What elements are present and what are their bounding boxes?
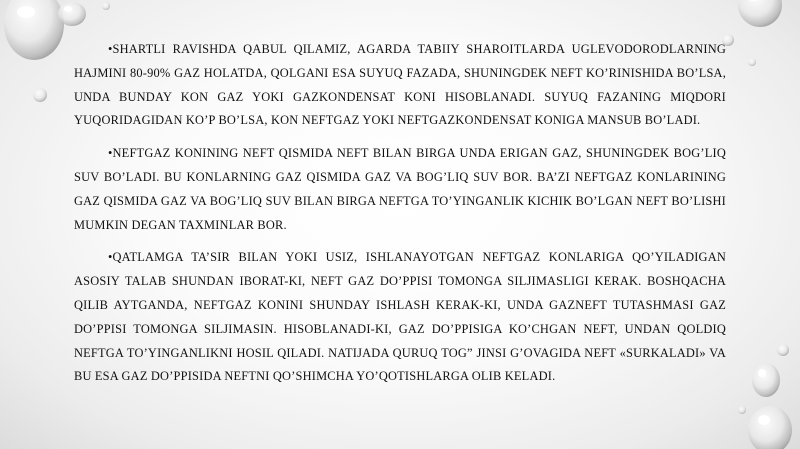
paragraph-1: •SHARTLI RAVISHDA QABUL QILAMIZ, AGARDA TABIIY SHAROITLARDA UGLEVODORODLARNING HAJMINI 80-90% GAZ HOLATDA, QOLGANI ESA SUYUQ FAZADA, SHUNINGDEK NEFT KO’RINISHIDA BO’LSA, UNDA BUNDAY KON GAZ YOKI GAZKONDENSAT KONI HISOBLANADI. SUYUQ FAZANING MIQDORI YUQORIDAGIDAN KO’P BO’LSA, KON NEFTGAZ YOKI NEFTGAZKONDENSAT KONIGA MANSUB BO’LADI.: [74, 42, 726, 128]
drop-top-left-medium: [58, 2, 86, 26]
drop-right-small: [777, 344, 789, 356]
drop-left-tiny: [102, 2, 110, 10]
slide-body: [74, 38, 726, 398]
drop-top-left-large: [4, 0, 64, 60]
paragraph-2: •NEFTGAZ KONINING NEFT QISMIDA NEFT BILAN BIRGA UNDA ERIGAN GAZ, SHUNINGDEK BOG’LIQ SUV BO’LADI. BU KONLARNING GAZ QISMIDA GAZ VA BOG’LIQ SUV BOR. BA’ZI NEFTGAZ KONLARINING GAZ QISMIDA GAZ VA BOG’LIQ SUV BILAN BIRGA NEFTGA TO’YINGANLIK KICHIK BO’LGAN NEFT BO’LISHI MUMKIN DEGAN TAXMINLAR BOR.: [74, 146, 726, 232]
drop-right-middle: [752, 363, 780, 397]
drop-right-upper-tiny: [748, 58, 756, 66]
drop-left-small: [33, 88, 47, 102]
drop-top-right: [738, 0, 782, 27]
drop-bottom-right-large: [748, 406, 792, 449]
paragraph-3: •QATLAMGA TA’SIR BILAN YOKI USIZ, ISHLANAYOTGAN NEFTGAZ KONLARIGA QO’YILADIGAN ASOSIY TALAB SHUNDAN IBORAT-KI, NEFT GAZ DO’PPISI TOMONGA SILJIMASLIGI KERAK. BOSHQACHA QILIB AYTGANDA, NEFTGAZ KONINI SHUNDAY ISHLASH KERAK-KI, UNDA GAZNEFT TUTASHMASI GAZ DO’PPISI TOMONGA SILJIMASIN. HISOBLANADI-KI, GAZ DO’PPISIGA KO’CHGAN NEFT, UNDAN QOLDIQ NEFTGA TO’YINGANLIKNI HOSIL QILADI. NATIJADA QURUQ TOG” JINSI G’OVAGIDA NEFT «SURKALADI» VA BU ESA GAZ DO’PPISIDA NEFTNI QO’SHIMCHA YO’QOTISHLARGA OLIB KELADI.: [74, 250, 726, 384]
drop-bottom-right-tiny: [738, 406, 746, 414]
